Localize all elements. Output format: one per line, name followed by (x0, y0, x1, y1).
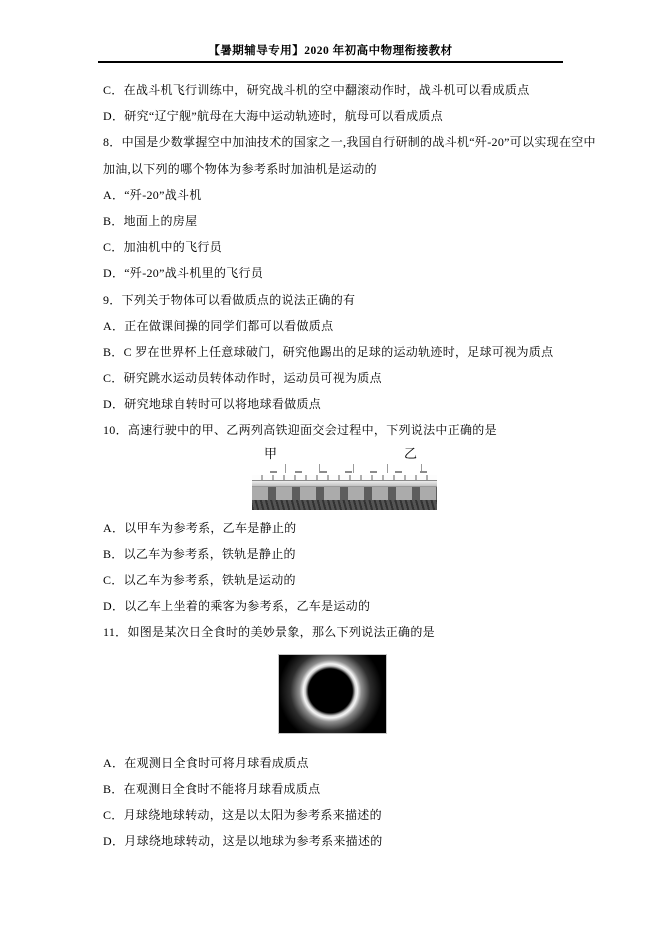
train-right-label: 乙 (403, 445, 417, 461)
q10-option-D: D．以乙车上坐着的乘客为参考系，乙车是运动的 (103, 599, 371, 614)
q11-option-A: A．在观测日全食时可将月球看成质点 (103, 755, 309, 770)
q9-option-D: D．研究地球自转时可以将地球看做质点 (103, 397, 322, 412)
eclipse-corona-photo (279, 655, 386, 733)
q9-option-A: A．正在做课间操的同学们都可以看做质点 (103, 318, 334, 333)
train-left-label: 甲 (264, 445, 278, 461)
q7-option-D: D．研究“辽宁舰”航母在大海中运动轨迹时，航母可以看成质点 (103, 109, 444, 124)
train-figure-labels (252, 445, 437, 463)
train-figure (252, 445, 437, 509)
q7-option-C: C．在战斗机飞行训练中，研究战斗机的空中翻滚动作时，战斗机可以看成质点 (103, 83, 530, 97)
q10-stem: 10．高速行驶中的甲、乙两列高铁迎面交会过程中，下列说法中正确的是 (103, 423, 497, 438)
eclipse-figure (278, 654, 387, 734)
q11-option-D: D．月球绕地球转动，这是以地球为参考系来描述的 (103, 834, 383, 849)
q8-stem-line2: 加油,以下列的哪个物体为参考系时加油机是运动的 (103, 161, 377, 176)
q8-option-D: D．“歼-20”战斗机里的飞行员 (103, 266, 264, 281)
q8-option-A: A．“歼-20”战斗机 (103, 187, 202, 202)
question-body (103, 77, 603, 854)
q11-stem: 11．如图是某次日全食时的美妙景象，那么下列说法正确的是 (103, 625, 435, 640)
page-header-title: 【暑期辅导专用】2020 年初高中物理衔接教材 (208, 45, 453, 57)
q11-option-C: C．月球绕地球转动，这是以太阳为参考系来描述的 (103, 807, 382, 822)
q9-option-B: B．C 罗在世界杯上任意球破门，研究他踢出的足球的运动轨迹时，足球可视为质点 (103, 344, 554, 359)
q8-option-C: C．加油机中的飞行员 (103, 240, 223, 255)
q11-option-B: B．在观测日全食时不能将月球看成质点 (103, 781, 321, 796)
q10-option-B: B．以乙车为参考系，铁轨是静止的 (103, 546, 296, 561)
q9-option-C: C．研究跳水运动员转体动作时，运动员可视为质点 (103, 371, 382, 386)
q10-option-A: A．以甲车为参考系，乙车是静止的 (103, 520, 297, 535)
q10-option-C: C．以乙车为参考系，铁轨是运动的 (103, 573, 296, 587)
q8-option-B: B．地面上的房屋 (103, 213, 198, 228)
q8-stem-line1: 8．中国是少数掌握空中加油技术的国家之一,我国自行研制的战斗机“歼-20”可以实现在空中 (103, 135, 596, 150)
train-photo (252, 463, 437, 509)
header-divider (98, 61, 563, 63)
train-photo-grass (252, 500, 437, 510)
train-photo-bridge-pillars (252, 487, 437, 500)
q9-stem: 9．下列关于物体可以看做质点的说法正确的有 (103, 292, 356, 307)
train-photo-catenary (252, 463, 437, 475)
